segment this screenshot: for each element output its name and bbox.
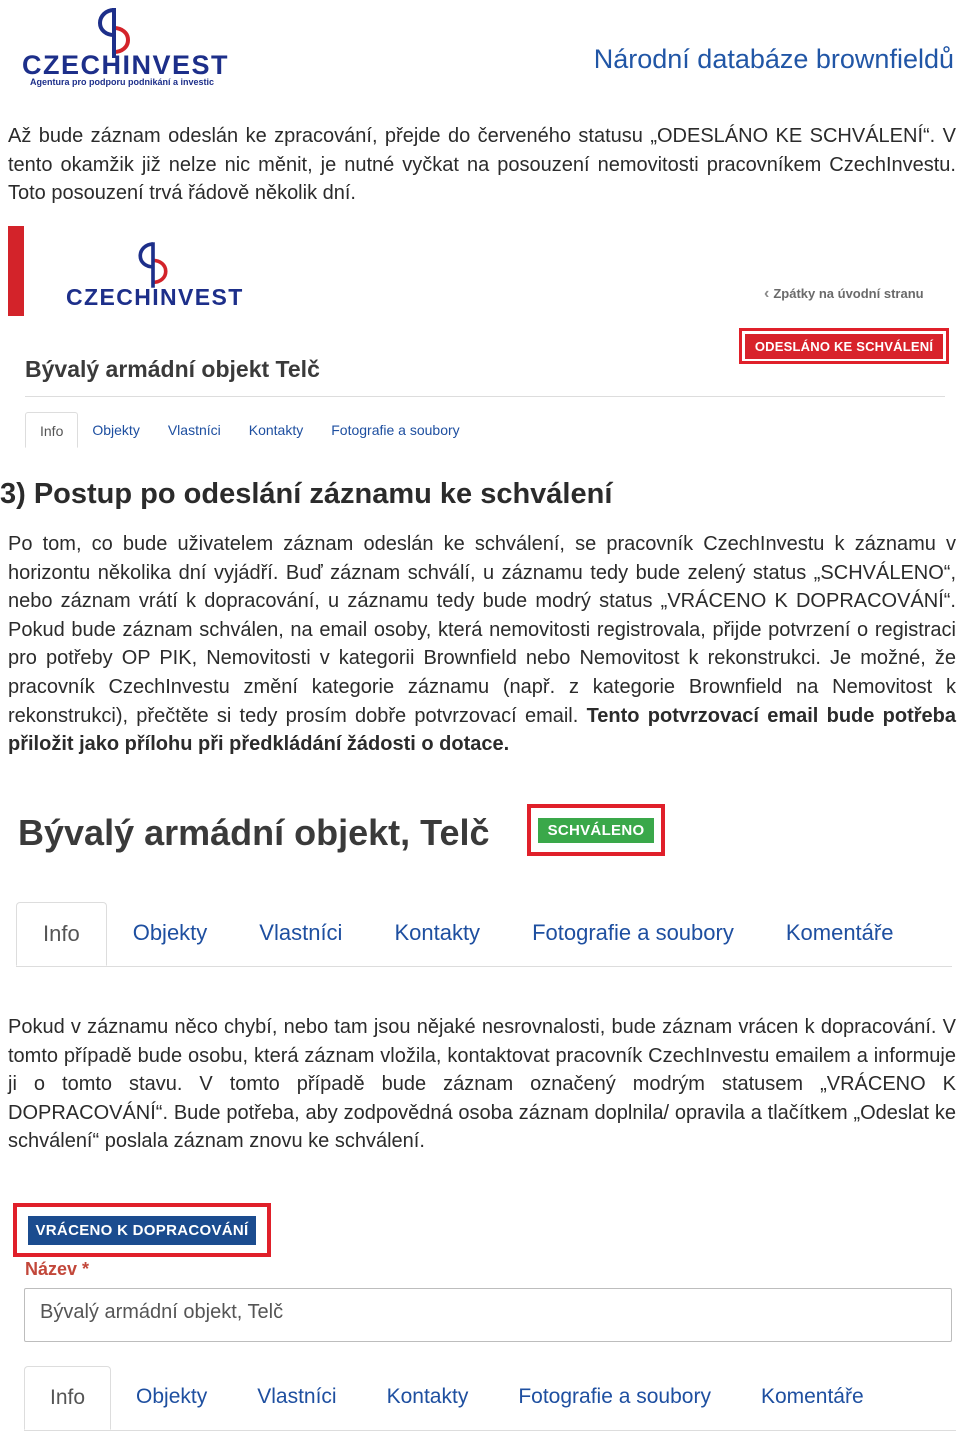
tab-owners[interactable]: Vlastníci <box>259 920 343 945</box>
name-input-value: Bývalý armádní objekt, Telč <box>40 1301 284 1323</box>
tab-comments[interactable]: Komentáře <box>785 920 894 945</box>
name-field-label: Název * <box>25 1259 90 1279</box>
tab-photos-files[interactable]: Fotografie a soubory <box>331 422 460 438</box>
status-badge: SCHVÁLENO <box>538 818 655 843</box>
status-badge: ODESLÁNO KE SCHVÁLENÍ <box>745 334 943 359</box>
logo-tagline: Agentura pro podporu podnikání a investic <box>30 77 215 87</box>
tab-comments[interactable]: Komentáře <box>760 1385 864 1408</box>
tab-contacts[interactable]: Kontakty <box>386 1385 469 1408</box>
highlight-frame <box>13 1203 271 1257</box>
tab-objects[interactable]: Objekty <box>136 1385 208 1408</box>
section-heading: 3) Postup po odeslání záznamu ke schválení <box>0 478 613 510</box>
czechinvest-logo-icon <box>133 242 173 288</box>
red-side-bar <box>8 226 24 316</box>
tab-owners[interactable]: Vlastníci <box>257 1385 337 1408</box>
czechinvest-logo-text: CZECHINVEST <box>66 284 244 310</box>
highlight-frame <box>739 328 949 364</box>
document-title: Národní databáze brownfieldů <box>593 44 954 74</box>
tab-owners[interactable]: Vlastníci <box>167 422 221 438</box>
status-badge: VRÁCENO K DOPRACOVÁNÍ <box>28 1216 257 1245</box>
czechinvest-logo-text: CZECHINVEST <box>22 50 230 80</box>
tab-info[interactable]: Info <box>25 412 78 448</box>
returned-paragraph: Pokud v záznamu něco chybí, nebo tam jsou nějaké nesrovnalosti, bude záznam vrácen k dopracování. V tomto případě bude osobu, která záznam vložila, kontaktovat pracovník CzechInvestu emailem a informuje ji o tomto stavu. V tomto případě bude záznam označený modrým statusem „VRÁCENO K DOPRACOVÁNÍ“. Bude potřeba, aby zodpovědná osoba záznam doplnila/ opravila a tlačítkem „Odeslat ke schválení“ poslala záznam znovu ke schválení. <box>8 1016 956 1153</box>
divider <box>25 396 945 397</box>
record-title: Bývalý armádní objekt Telč <box>25 356 320 382</box>
chevron-left-icon: ‹ <box>764 285 770 302</box>
highlight-frame <box>527 804 665 856</box>
tab-info[interactable]: Info <box>16 902 107 966</box>
tab-objects[interactable]: Objekty <box>132 920 208 945</box>
tab-photos-files[interactable]: Fotografie a soubory <box>518 1385 711 1408</box>
tab-bar <box>24 1366 889 1430</box>
back-to-home-link[interactable]: ‹ Zpátky na úvodní stranu <box>764 285 924 302</box>
section-paragraph: Po tom, co bude uživatelem záznam odeslán ke schválení, se pracovník CzechInvestu k záznamu v horizontu několika dní vyjádří. Buď záznam schválí, u záznamu tedy bude zelený status „SCHVÁLENO“, nebo záznam vrátí k dopracování, u záznamu tedy bude modrý status „VRÁCENO K DOPRACOVÁNÍ“. Pokud bude záznam schválen, na email osoby, která nemovitosti registrovala, přijde potvrzení o registraci pro potřeby OP PIK, Nemovitosti v kategorii Brownfield nebo Nemovitost k rekonstrukci. Je možné, že pracovník CzechInvestu změní kategorie záznamu (např. z kategorie Brownfield na Nemovitost k rekonstrukci), přečtěte si tedy prosím dobře potvrzovací email. Tento potvrzovací email bude potřeba přiložit jako přílohu při předkládání žádosti o dotace. <box>8 533 956 756</box>
tab-contacts[interactable]: Kontakty <box>394 920 481 945</box>
record-title: Bývalý armádní objekt, Telč <box>18 812 490 853</box>
tab-photos-files[interactable]: Fotografie a soubory <box>532 920 734 945</box>
tab-bar <box>16 902 919 966</box>
tab-objects[interactable]: Objekty <box>92 422 140 438</box>
tab-info[interactable]: Info <box>24 1366 111 1430</box>
tab-contacts[interactable]: Kontakty <box>248 422 304 438</box>
tab-bar <box>25 412 474 448</box>
intro-paragraph: Až bude záznam odeslán ke zpracování, přejde do červeného statusu „ODESLÁNO KE SCHVÁLENÍ“. V tento okamžik již nelze nic měnit, je nutné vyčkat na posouzení nemovitosti pracovníkem CzechInvestu. Toto posouzení trvá řádově několik dní. <box>8 125 956 205</box>
